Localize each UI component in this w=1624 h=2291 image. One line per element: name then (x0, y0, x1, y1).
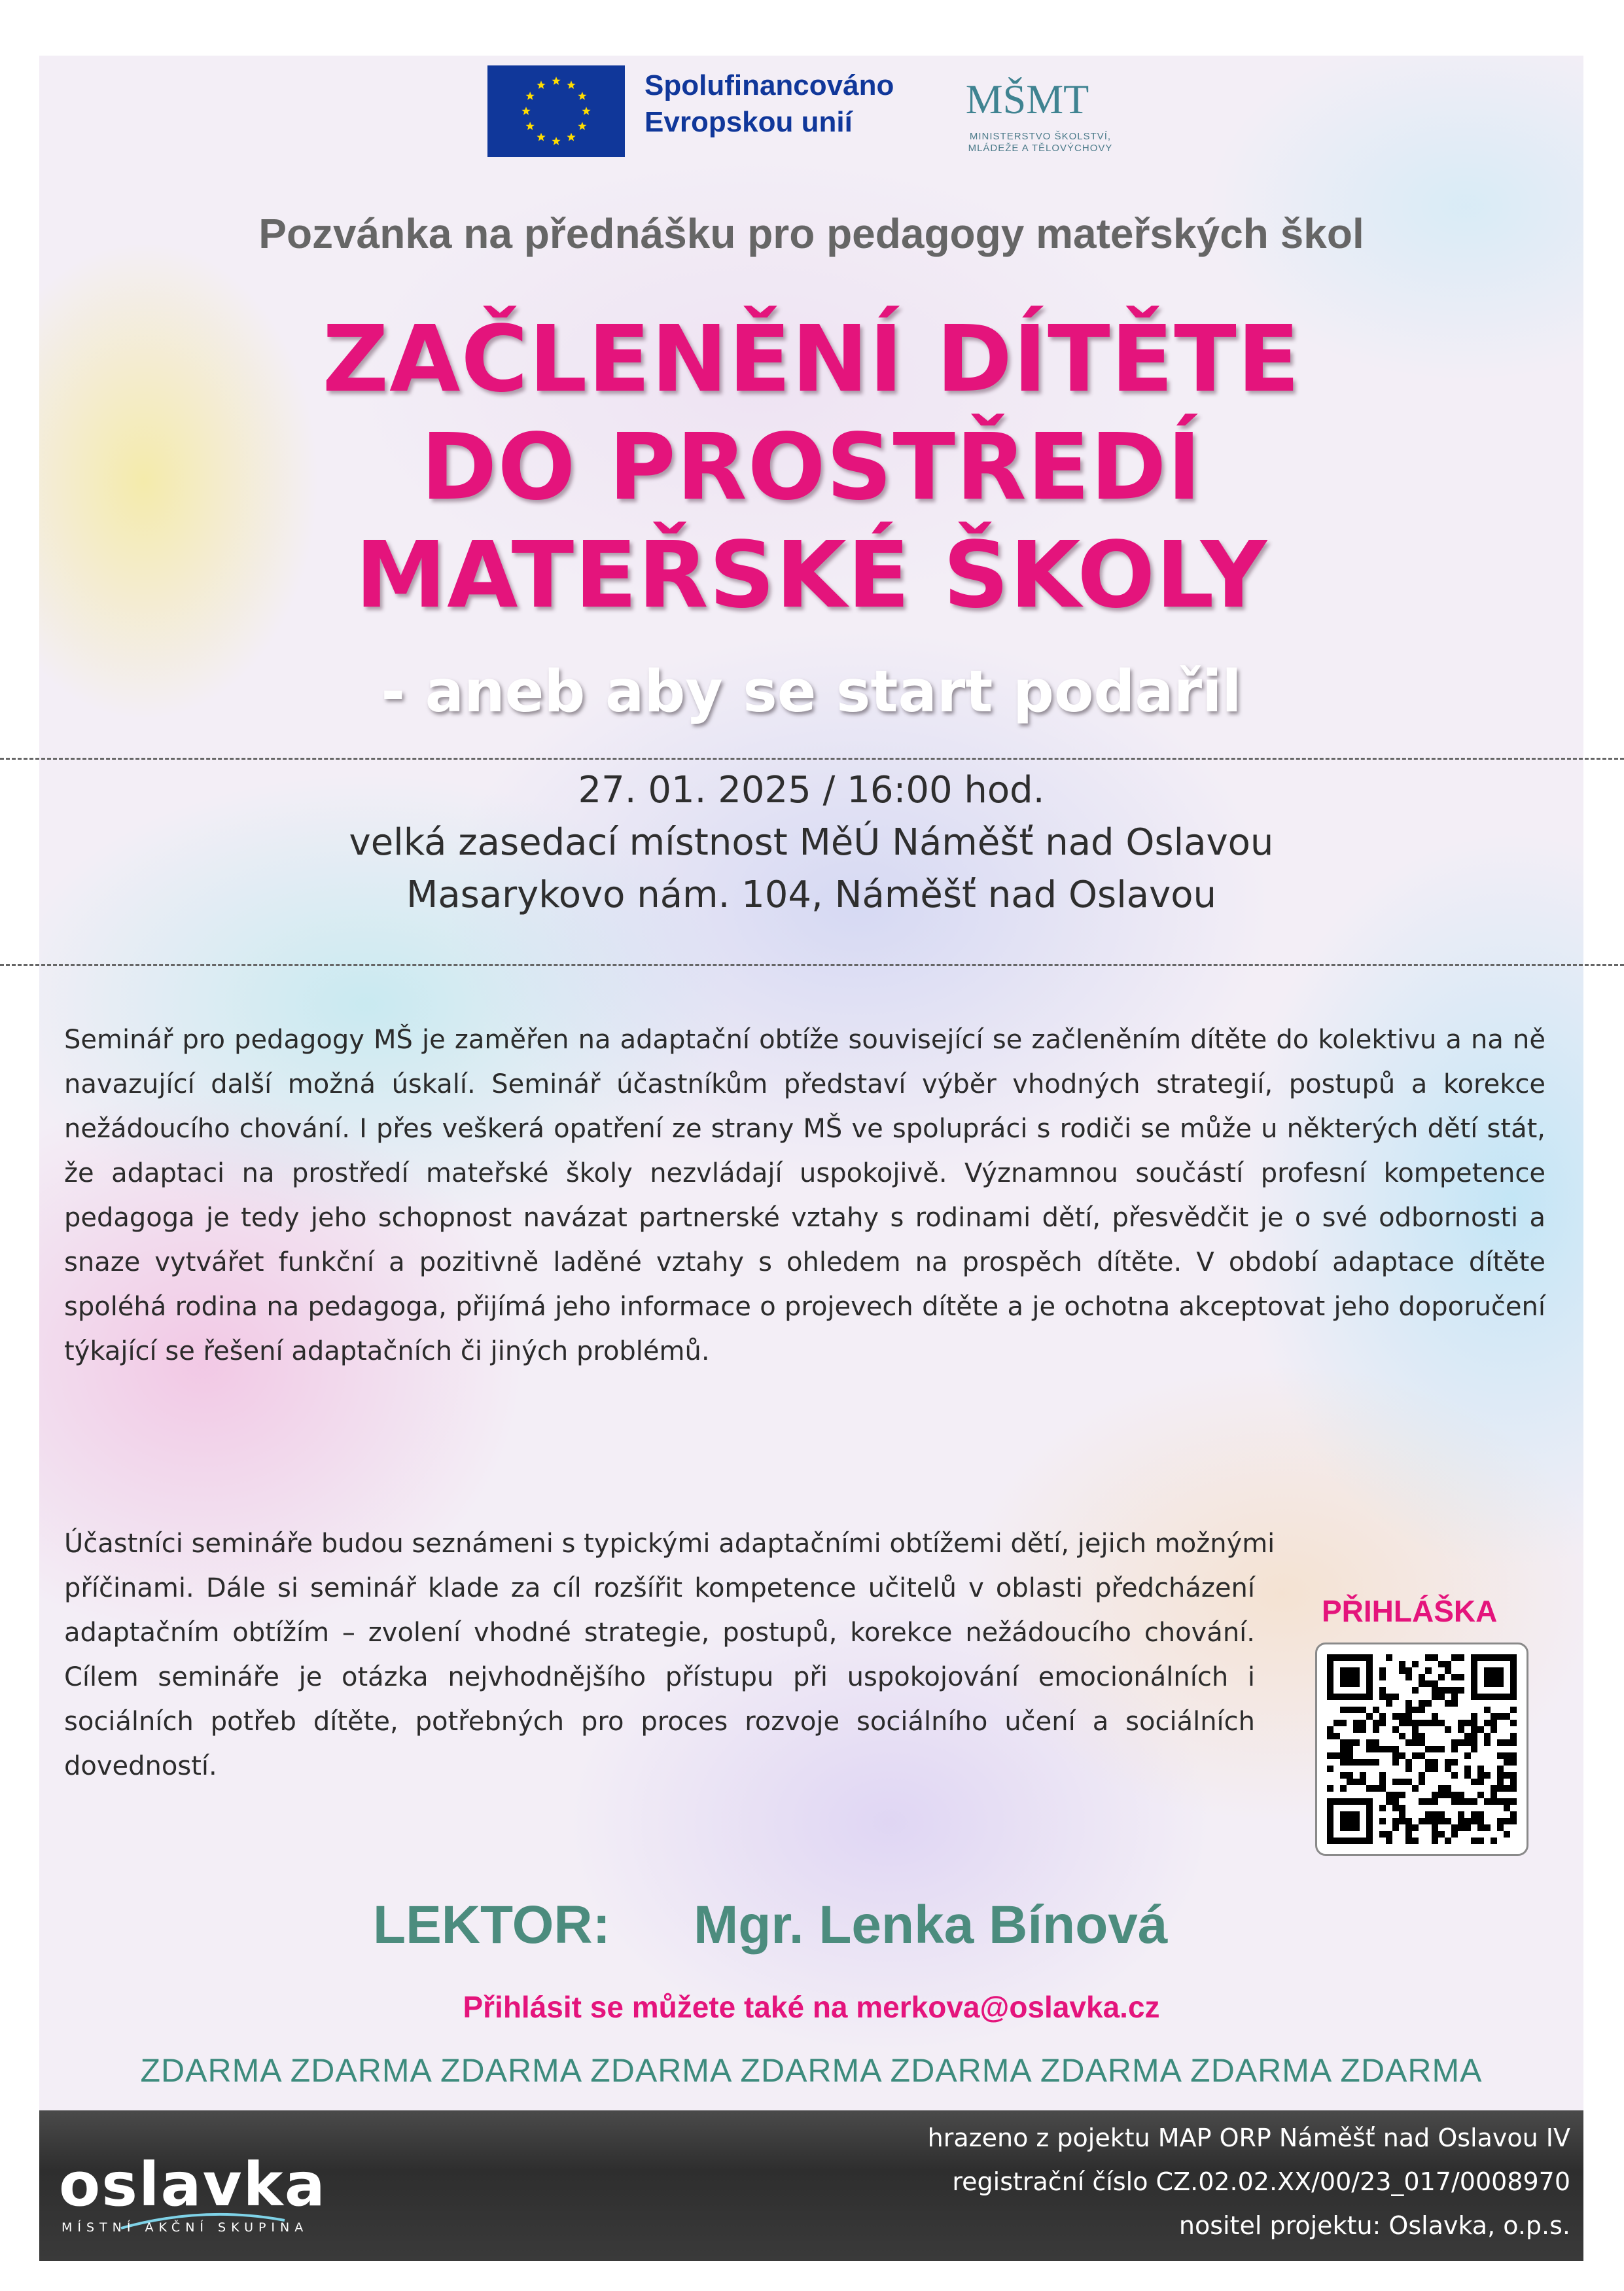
eu-text-line: Spolufinancováno (644, 69, 894, 101)
footer-line: registrační číslo CZ.02.02.XX/00/23_017/0008970 (952, 2167, 1570, 2196)
footer-line: hrazeno z pojektu MAP ORP Náměšť nad Oslavou IV (927, 2123, 1570, 2152)
poster (39, 56, 1583, 2261)
description-paragraph-first-line: Účastníci semináře budou seznámeni s typickými adaptačními obtížemi dětí, jejich možnými (64, 1529, 1275, 1559)
lecturer-label: LEKTOR: (373, 1895, 610, 1955)
event-datetime: 27. 01. 2025 / 16:00 hod. (578, 769, 1045, 811)
event-room: velká zasedací místnost MěÚ Náměšť nad Oslavou (349, 821, 1274, 864)
subtitle: - aneb aby se start podařil (381, 658, 1242, 725)
msmt-mark-text: MŠMT (965, 76, 1089, 122)
eu-cofinanced-text (644, 67, 894, 141)
msmt-text-line: MLÁDEŽE A TĚLOVÝCHOVY (968, 143, 1113, 154)
oslavka-logo-subtitle: MÍSTNÍ AKČNÍ SKUPINA (62, 2220, 309, 2235)
lecturer-name: Mgr. Lenka Bínová (694, 1895, 1168, 1955)
msmt-text-line: MINISTERSTVO ŠKOLSTVÍ, (969, 131, 1112, 142)
divider (0, 758, 1624, 760)
msmt-logo-icon (965, 62, 1089, 128)
title-line: MATEŘSKÉ ŠKOLY (355, 522, 1268, 629)
registration-qr[interactable] (1315, 1643, 1528, 1856)
qr-code-icon (1327, 1654, 1517, 1844)
registration-label: PŘIHLÁŠKA (1322, 1594, 1498, 1628)
description-paragraph: Seminář pro pedagogy MŠ je zaměřen na adaptační obtíže související se začleněním dítěte do kolektivu a na ně navazující další možná úskalí. Seminář účastníkům představí výběr vhodných strategií, postupů a korekce nežádoucího chování. I přes veškerá opatření ze strany MŠ ve spolupráci s rodiči se může u některých dětí stát, že adaptaci na prostředí mateřské školy nezvládají uspokojivě. Významnou součástí profesní kompetence pedagoga je tedy jeho schopnost navázat partnerské vztahy s rodinami dětí, přesvědčit je o své odbornosti a snaze vytvářet funkční a pozitivně laděné vztahy s ohledem na prospěch dítěte. V období adaptace dítěte spoléhá rodina na pedagoga, přijímá jeho informace o projevech dítěte a je ochotna akceptovat jeho doporučení týkající se řešení adaptačních či jiných problémů. (64, 1025, 1545, 1366)
footer (39, 2110, 1583, 2261)
title-line: ZAČLENĚNÍ DÍTĚTE (322, 306, 1301, 413)
description-paragraph-2: příčinami. Dále si seminář klade za cíl rozšířit kompetence učitelů v oblasti předcházení adaptačním obtížím – zvolení vhodné strategie, postupů, korekce nežádoucího chování. Cílem semináře je otázka nejvhodnějšího přístupu při uspokojování emocionálních i sociálních potřeb dítěte, potřebných pro proces rozvoje sociálního učení a sociálních dovedností. (64, 1573, 1255, 1781)
event-address: Masarykovo nám. 104, Náměšť nad Oslavou (406, 874, 1216, 916)
invitation-heading: Pozvánka na přednášku pro pedagogy mateřských škol (258, 210, 1364, 257)
msmt-text (955, 131, 1125, 154)
divider (0, 964, 1624, 966)
oslavka-logo: oslavka (59, 2150, 327, 2220)
eu-flag-icon (487, 65, 625, 157)
signup-email[interactable]: Přihlásit se můžete také na merkova@oslavka.cz (463, 1990, 1160, 2024)
free-banner: ZDARMA ZDARMA ZDARMA ZDARMA ZDARMA ZDARMA ZDARMA ZDARMA ZDARMA (140, 2052, 1483, 2089)
title-line: DO PROSTŘEDÍ (421, 414, 1202, 521)
eu-text-line: Evropskou unií (644, 106, 853, 138)
footer-line: nositel projektu: Oslavka, o.p.s. (1178, 2211, 1570, 2240)
